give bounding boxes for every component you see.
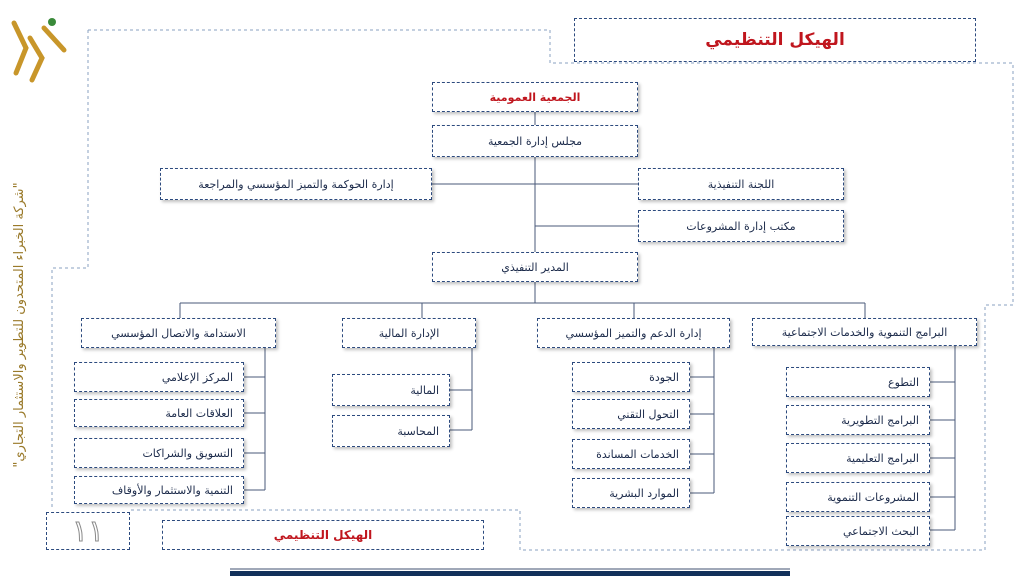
node-general-assembly: الجمعية العمومية [432, 82, 638, 112]
finance-item: المالية [332, 374, 450, 406]
support-item: الخدمات المساندة [572, 439, 690, 469]
support-item: الجودة [572, 362, 690, 392]
page-number: ١١ [46, 512, 130, 550]
page-title: الهيكل التنظيمي [574, 18, 976, 62]
development-item: التطوع [786, 367, 930, 397]
node-executive-committee: اللجنة التنفيذية [638, 168, 844, 200]
development-item: البرامج التطويرية [786, 405, 930, 435]
dept-sustainability: الاستدامة والاتصال المؤسسي [81, 318, 276, 348]
sustainability-item: العلاقات العامة [74, 399, 244, 427]
bottom-bar-shadow [230, 568, 790, 570]
node-pmo: مكتب إدارة المشروعات [638, 210, 844, 242]
dept-development: البرامج التنموية والخدمات الاجتماعية [752, 318, 977, 346]
support-item: التحول التقني [572, 399, 690, 429]
development-item: البرامج التعليمية [786, 443, 930, 473]
node-governance: إدارة الحوكمة والتميز المؤسسي والمراجعة [160, 168, 432, 200]
company-name-vertical: "شركة الخبراء المتحدون للتطوير والاستثمار التجاري" [12, 182, 27, 468]
sustainability-item: المركز الإعلامي [74, 362, 244, 392]
footer-title: الهيكل التنظيمي [162, 520, 484, 550]
bottom-bar [230, 571, 790, 576]
company-logo [4, 8, 70, 88]
development-item: المشروعات التنموية [786, 482, 930, 512]
sustainability-item: التنمية والاستثمار والأوقاف [74, 476, 244, 504]
development-item: البحث الاجتماعي [786, 516, 930, 546]
dept-finance: الإدارة المالية [342, 318, 476, 348]
sustainability-item: التسويق والشراكات [74, 438, 244, 468]
dept-support: إدارة الدعم والتميز المؤسسي [537, 318, 730, 348]
node-board: مجلس إدارة الجمعية [432, 125, 638, 157]
logo-dot-icon [48, 18, 56, 26]
finance-item: المحاسبة [332, 415, 450, 447]
node-executive-director: المدير التنفيذي [432, 252, 638, 282]
support-item: الموارد البشرية [572, 478, 690, 508]
